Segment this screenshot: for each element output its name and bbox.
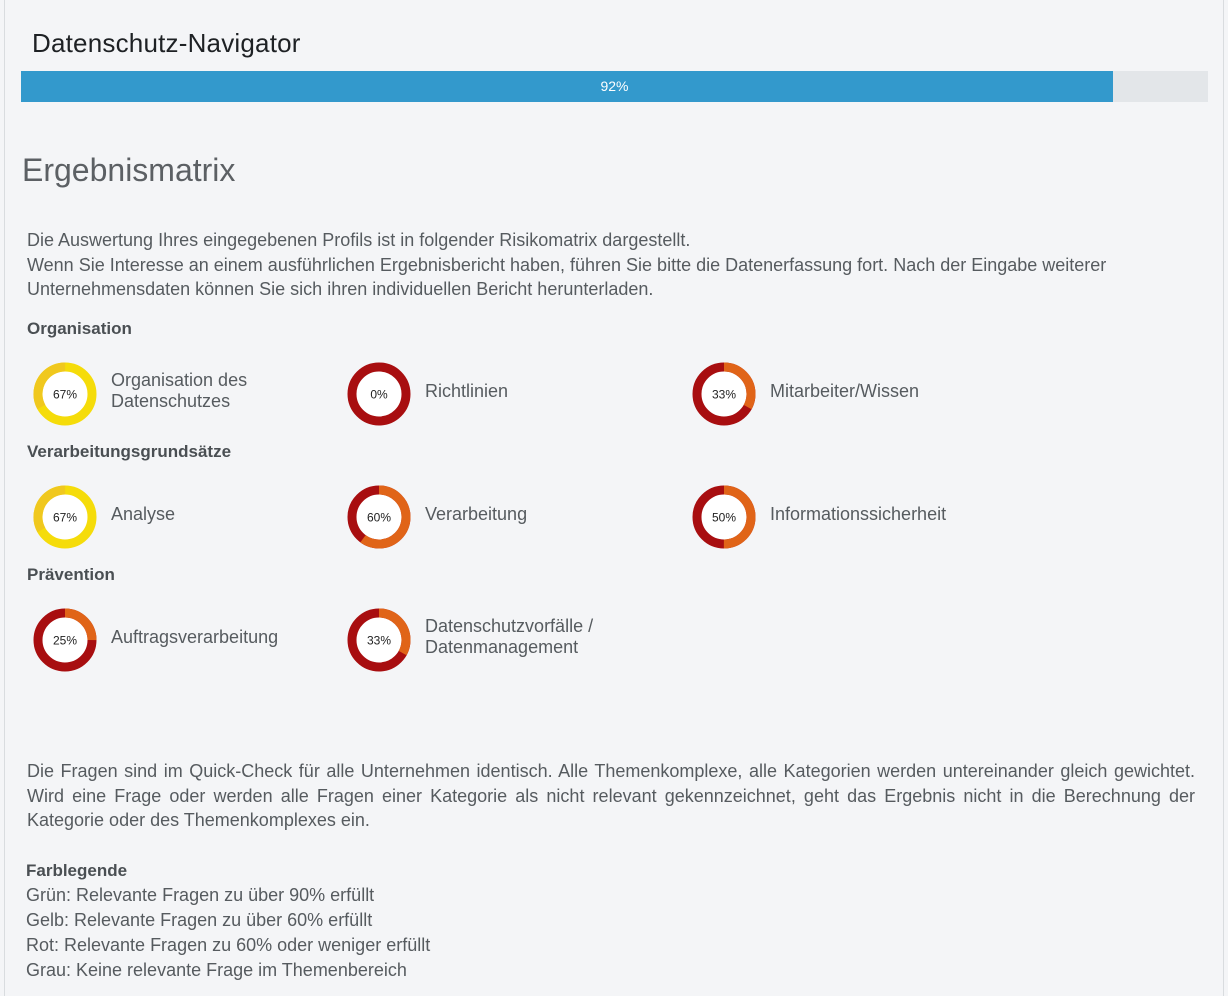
legend-item-grau: Grau: Keine relevante Frage im Themenbereich xyxy=(26,960,407,980)
metric-label: Informationssicherheit xyxy=(770,503,947,524)
metric-label: Auftragsverarbeitung xyxy=(111,626,279,647)
intro-line-2: Wenn Sie Interesse an einem ausführlichen Ergebnisbericht haben, führen Sie bitte die Datenerfassung fort. Nach der Eingabe weiterer Unternehmensdaten können Sie sich ihren individuellen Bericht herunterladen. xyxy=(27,254,1107,299)
donut-percent: 60% xyxy=(366,510,392,525)
metric-item xyxy=(32,361,247,427)
donut-percent: 33% xyxy=(366,633,392,648)
metric-label: Verarbeitung xyxy=(425,503,528,524)
metric-label: Organisation des Datenschutzes xyxy=(111,370,248,411)
metric-item xyxy=(346,361,508,427)
metric-label: Mitarbeiter/Wissen xyxy=(770,380,920,401)
metric-item xyxy=(691,484,946,550)
app-title: Datenschutz-Navigator xyxy=(32,28,301,58)
score-donut xyxy=(32,607,98,673)
donut-percent: 25% xyxy=(52,633,78,648)
score-donut xyxy=(691,361,757,427)
donut-percent: 0% xyxy=(370,387,388,402)
score-donut xyxy=(346,607,412,673)
donut-percent: 67% xyxy=(52,510,78,525)
intro-text xyxy=(27,228,1202,302)
progress-bar xyxy=(21,71,1208,102)
group-title-verarbeitungsgrundsaetze: Verarbeitungsgrundsätze xyxy=(27,442,232,461)
metric-item xyxy=(346,607,593,673)
metric-label: Datenschutzvorfälle / Datenmanagement xyxy=(425,616,594,657)
color-legend xyxy=(26,858,430,983)
legend-item-gelb: Gelb: Relevante Fragen zu über 60% erfüllt xyxy=(26,910,373,930)
score-donut xyxy=(32,361,98,427)
score-donut xyxy=(346,484,412,550)
metric-label: Richtlinien xyxy=(425,380,509,401)
group-title-organisation: Organisation xyxy=(27,319,132,338)
progress-label: 92% xyxy=(600,78,629,94)
legend-title: Farblegende xyxy=(26,861,128,880)
score-donut xyxy=(32,484,98,550)
metric-item xyxy=(32,484,175,550)
page-border xyxy=(4,0,1224,996)
metric-item xyxy=(346,484,527,550)
methodology-note: Die Fragen sind im Quick-Check für alle Unternehmen identisch. Alle Themenkomplexe, alle Kategorien werden untereinander gleich gewichtet. Wird eine Frage oder werden alle Fragen einer Kategorie als nicht relevant gekennzeichnet, geht das Ergebnis nicht in die Berechnung der Kategorie oder des Themenkomplexes ein. xyxy=(27,761,1195,830)
intro-line-1: Die Auswertung Ihres eingegebenen Profils ist in folgender Risikomatrix dargestellt. xyxy=(27,230,691,250)
donut-percent: 67% xyxy=(52,387,78,402)
donut-percent: 33% xyxy=(711,387,737,402)
score-donut xyxy=(691,484,757,550)
score-donut xyxy=(346,361,412,427)
legend-item-gruen: Grün: Relevante Fragen zu über 90% erfüllt xyxy=(26,885,375,905)
metric-item xyxy=(691,361,919,427)
metric-label: Analyse xyxy=(111,503,176,524)
metric-item xyxy=(32,607,278,673)
legend-item-rot: Rot: Relevante Fragen zu 60% oder weniger erfüllt xyxy=(26,935,431,955)
donut-percent: 50% xyxy=(711,510,737,525)
page-title: Ergebnismatrix xyxy=(22,152,236,188)
group-title-praevention: Prävention xyxy=(27,565,115,584)
